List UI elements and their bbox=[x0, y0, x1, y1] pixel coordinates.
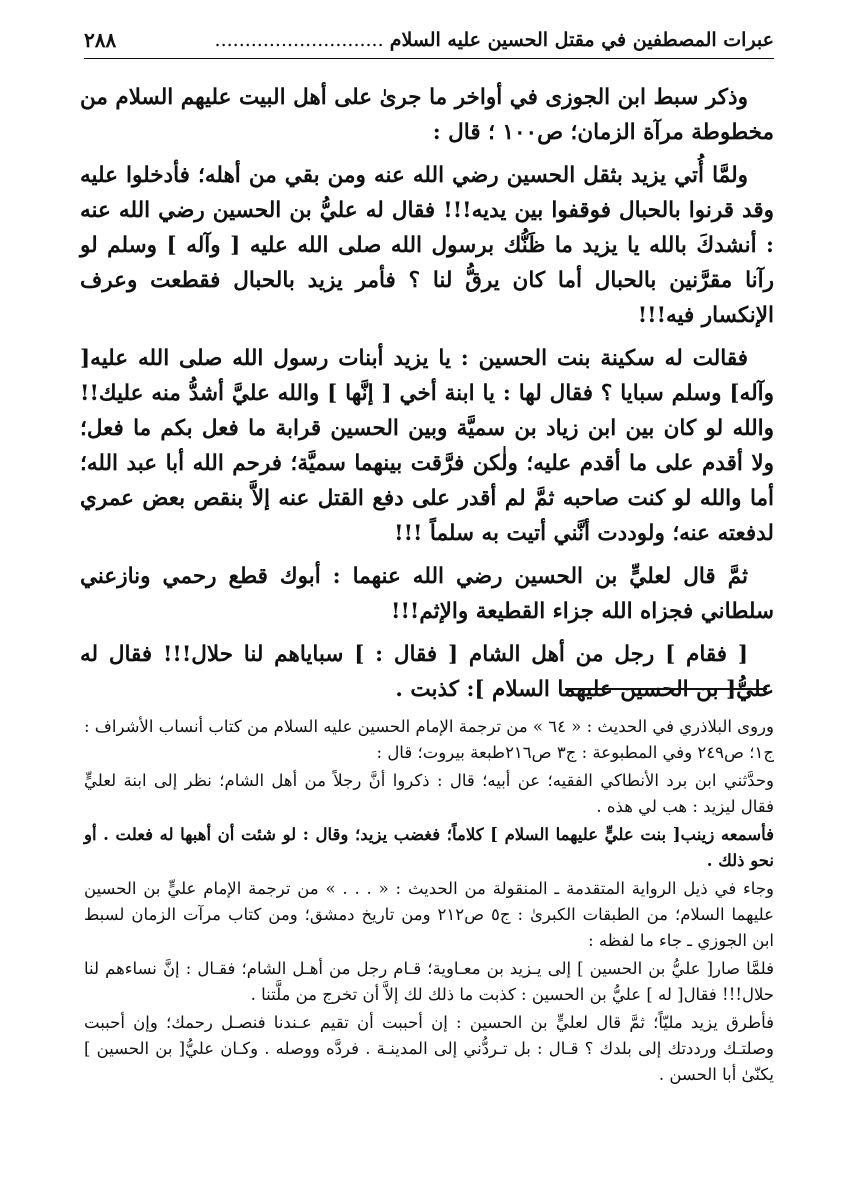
paragraph-captives-arrive: ولمَّا أُتي يزيد بثقل الحسين رضي الله عنه ومن بقي من أهله؛ فأدخلوا عليه وقد قرنوا بالحبال فوقفوا بين يديه!!! فقال له عليُّ بن الحسين رضي الله عنه : أنشدكَ بالله يا يزيد ما ظَنُّك برسول الله صلى الله عليه [ وآله ] وسلم لو رآنا مقرَّنين بالحبال أما كان يرقُّ لنا ؟ فأمر يزيد بالحبال فقطعت وعرف الإنكسار فيه!!! bbox=[80, 163, 774, 328]
footnote-nisa: فلمَّا صار[ عليُّ بن الحسين ] إلى يـزيد بن معـاوية؛ قـام رجل من أهـل الشام؛ فقـال : إنَّ نساءهم لنا حلال!!! فقال[ له ] عليُّ بن الحسين : كذبت ما ذلك لك إلاَّ أن تخرج من ملَّتنا . bbox=[84, 959, 774, 1004]
footnotes bbox=[84, 714, 774, 1090]
paragraph-intro: وذكر سبط ابن الجوزى في أواخر ما جرىٰ على أهل البيت عليهم السلام من مخطوطة مرآة الزمان؛ ص١٠٠ ؛ قال : bbox=[80, 85, 774, 145]
running-title bbox=[215, 29, 774, 51]
header-rule bbox=[84, 58, 774, 59]
footnote-separator bbox=[565, 688, 767, 690]
running-title-text: عبرات المصطفين في مقتل الحسين عليه السلام bbox=[389, 29, 774, 51]
running-header bbox=[84, 22, 774, 58]
page-number: ٢٨٨ bbox=[84, 28, 117, 52]
paragraph-yazid-speech: ثمَّ قال لعليٍّ بن الحسين رضي الله عنهما : أبوك قطع رحمي ونازعني سلطاني فجزاه الله جزاء القطيعة والإثم!!! bbox=[80, 564, 774, 624]
footnote-ibn-bard: وحدَّثني ابن برد الأنطاكي الفقيه؛ عن أبيه؛ قال : ذكروا أنَّ رجلاً من أهل الشام؛ نظر إلى ابنة لعليٍّ فقال ليزيد : هب لي هذه . bbox=[84, 771, 774, 816]
main-text bbox=[80, 80, 774, 715]
footnote-baladhuri: وروى البلاذري في الحديث : « ٦٤ » من ترجمة الإمام الحسين عليه السلام من كتاب أنساب الأشراف : ج١؛ ص٢٤٩ وفي المطبوعة : ج٣ ص٢١٦طبعة بيروت؛ قال : bbox=[84, 717, 774, 762]
footnote-zaynab: فأسمعه زينب[ بنت عليٍّ عليهما السلام ] كلاماً؛ فغضب يزيد؛ وقال : لو شئت أن أهبها له فعلت . أو نحو ذلك . bbox=[84, 825, 774, 870]
footnote-tabaqat: وجاء في ذيل الرواية المتقدمة ـ المنقولة من الحديث : « . . . » من ترجمة الإمام عليٍّ بن الحسين عليهما السلام؛ من الطبقات الكبرىٰ : ج٥ ص٢١٢ ومن تاريخ دمشق؛ ومن كتاب مرآت الزمان لسبط ابن الجوزي ـ جاء ما لفظه : bbox=[84, 879, 774, 950]
paragraph-shami-man: [ فقام ] رجل من أهل الشام [ فقال : ] سباياهم لنا حلال!!! فقال له عليُّ[ بن الحسين عليهما السلام ]: كذبت . bbox=[80, 642, 774, 702]
footnote-return-madina: فأطرق يزيد مليّاً؛ ثمَّ قال لعليٍّ بن الحسين : إن أحببت أن تقيم عـندنا فنصـل رحمك؛ وإن أحببت وصلتـك ورددتك إلى بلدك ؟ قـال : بل تـردُّني إلى المدينـة . فردَّه ووصله . وكـان عليُّ[ بن الحسين ] يكنّىٰ أبا الحسن . bbox=[84, 1013, 774, 1084]
title-leader-dots: ............................ bbox=[214, 29, 390, 51]
paragraph-sakina: فقالت له سكينة بنت الحسين : يا يزيد أبنات رسول الله صلى الله عليه[ وآله] وسلم سبايا ؟ فقال لها : يا ابنة أخي [ إنَّها ] والله عليَّ أشدُّ منه عليك!! والله لو كان بين ابن زياد بن سميَّة وبين الحسين قرابة ما فعل بكم ما فعل؛ ولا أقدم على ما أقدم عليه؛ ولٰكن فرَّقت بينهما سميَّة؛ فرحم الله أبا عبد الله؛ أما والله لو كنت صاحبه ثمَّ لم أقدر على دفع القتل عنه إلاَّ بنقص بعض عمري لدفعته عنه؛ ولوددت أنَّني أتيت به سلماً !!! bbox=[80, 346, 774, 546]
